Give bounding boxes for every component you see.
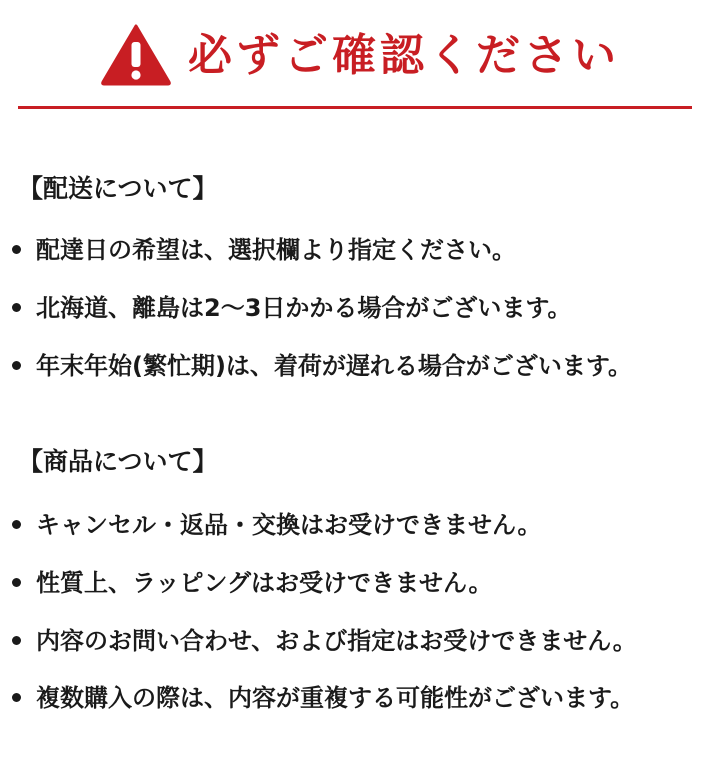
bullet-icon (12, 303, 21, 312)
bullet-icon (12, 578, 21, 587)
bullet-icon (12, 361, 21, 370)
list-item (12, 678, 702, 718)
list-item (12, 230, 702, 270)
page-title: 必ずご確認ください (188, 30, 620, 81)
bullet-icon (12, 693, 21, 702)
list-item-text: 複数購入の際は、内容が重複する可能性がございます。 (36, 684, 635, 712)
header-divider (18, 106, 692, 109)
list-item-text: 性質上、ラッピングはお受けできません。 (36, 569, 493, 597)
notice-header (0, 0, 710, 112)
bullet-icon (12, 636, 21, 645)
list-item-text: 配達日の希望は、選択欄より指定ください。 (36, 236, 516, 264)
delivery-section-heading: 【配送について】 (18, 174, 218, 203)
list-item-text: 北海道、離島は2〜3日かかる場合がございます。 (36, 294, 572, 322)
list-item (12, 621, 702, 661)
list-item-text: キャンセル・返品・交換はお受けできません。 (36, 511, 542, 539)
list-item (12, 288, 702, 328)
bullet-icon (12, 245, 21, 254)
list-item (12, 563, 702, 603)
warning-triangle-icon (100, 22, 172, 86)
list-item (12, 346, 702, 386)
list-item-text: 年末年始(繁忙期)は、着荷が遅れる場合がございます。 (36, 352, 633, 380)
bullet-icon (12, 520, 21, 529)
product-section-heading: 【商品について】 (18, 447, 218, 476)
list-item-text: 内容のお問い合わせ、および指定はお受けできません。 (36, 627, 637, 655)
list-item (12, 505, 702, 545)
